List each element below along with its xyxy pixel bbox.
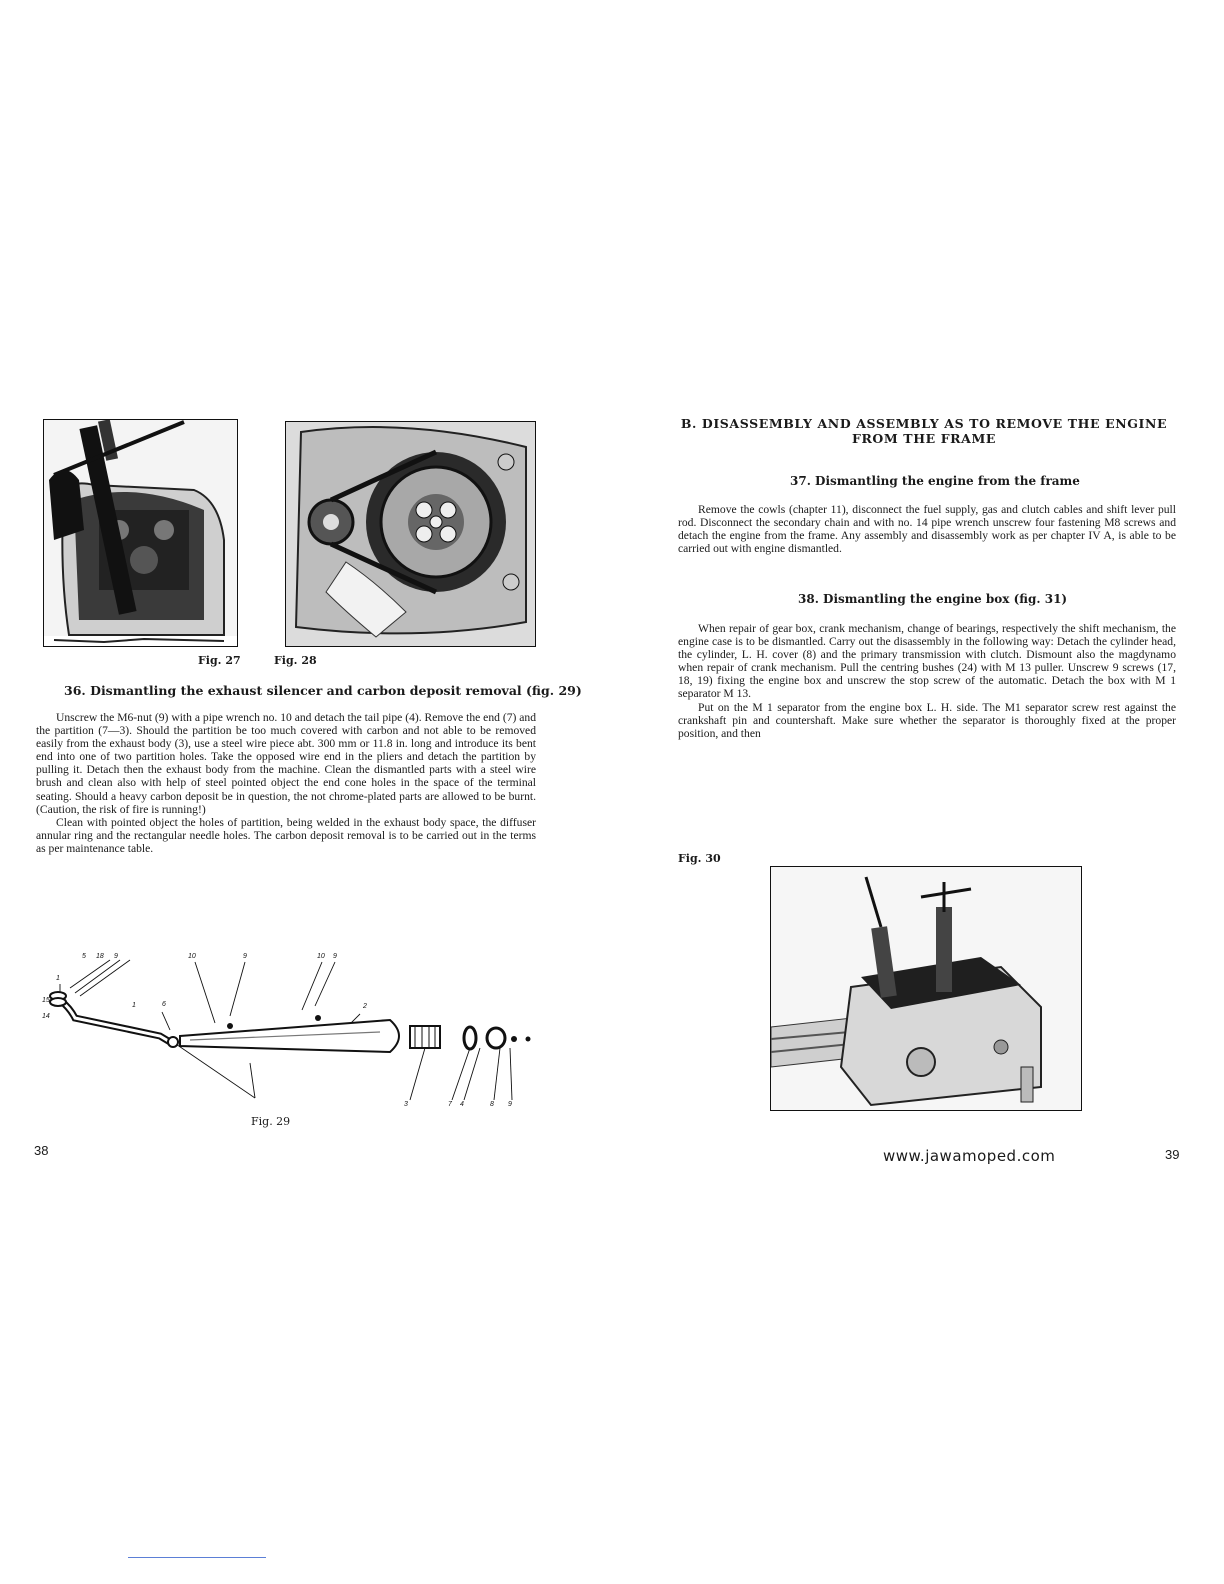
- svg-text:9: 9: [508, 1101, 512, 1108]
- svg-text:9: 9: [243, 953, 247, 960]
- section38-body: [678, 622, 1176, 740]
- section-b-title-line2: FROM THE FRAME: [851, 431, 997, 446]
- section36-paragraph: Unscrew the M6-nut (9) with a pipe wrench no. 10 and detach the tail pipe (4). Remove the end (7) and the partition (7—3). Should the partition be too much covered with carbon and not able to be removed easily from the exhaust body (3), use a steel wire piece abt. 300 mm or 11.8 in. long and introduce its bent end into one of two partition holes. Take the opposed wire end in the pliers and detach the partition by pulling it. Detach then the exhaust body from the machine. Clean the dismantled parts with a steel wire brush and clean also with help of steel pointed object the end cone holes in the space of the terminal seating. Should a heavy carbon deposit be in question, the not chrome-plated parts are allowed to be burnt. (Caution, the risk of fire is running!): [36, 711, 536, 816]
- section37-heading: 37. Dismantling the engine from the frame: [790, 474, 1080, 488]
- page-number-right: 39: [1165, 1147, 1180, 1162]
- section36-heading: 36. Dismantling the exhaust silencer and carbon deposit removal (fig. 29): [64, 683, 582, 698]
- section38-heading: 38. Dismantling the engine box (fig. 31): [798, 592, 1068, 606]
- fig30-photo: [770, 866, 1082, 1111]
- section38-paragraph: Put on the M 1 separator from the engine box L. H. side. The M1 separator screw rest against the crankshaft pin and countershaft. Make sure whether the separator is thoroughly fixed at the proper position, and then: [678, 700, 1176, 740]
- svg-text:15: 15: [42, 997, 50, 1004]
- engine-box-separator-illustration: [771, 867, 1081, 1110]
- puller-tool-illustration: [44, 420, 237, 646]
- svg-text:1: 1: [56, 975, 60, 982]
- svg-text:9: 9: [333, 953, 337, 960]
- clutch-chain-illustration: [286, 422, 535, 646]
- svg-text:8: 8: [490, 1101, 494, 1108]
- svg-text:3: 3: [404, 1101, 408, 1108]
- right-page: [612, 0, 1224, 1584]
- website-url: www.jawamoped.com: [883, 1147, 1056, 1165]
- svg-text:10: 10: [317, 953, 325, 960]
- svg-text:14: 14: [42, 1013, 50, 1020]
- svg-text:5: 5: [82, 953, 86, 960]
- fig28-photo: [285, 421, 536, 647]
- page-number-left: 38: [34, 1143, 49, 1158]
- link-underline: [128, 1557, 266, 1558]
- svg-text:9: 9: [114, 953, 118, 960]
- svg-text:6: 6: [162, 1001, 166, 1008]
- fig27-label: Fig. 27: [198, 654, 241, 667]
- section38-paragraph: When repair of gear box, crank mechanism, change of bearings, respectively the shift mechanism, the engine case is to be dismantled. Carry out the disassembly in the following way: Detach the cylinder head, the cylinder, L. H. cover (8) and the primary transmission with clutch. Dismount also the magdynamo when repair of crank mechanism. Pull the centring bushes (24) with M 13 puller. Unscrew 9 screws (17, 18, 19) fixing the engine box and unscrew the stop screw of the automatic. Detach the box with M 1 separator M 13.: [678, 622, 1176, 701]
- svg-text:4: 4: [460, 1101, 464, 1108]
- section36-body: [36, 711, 536, 855]
- section37-body: [678, 503, 1176, 555]
- fig28-label: Fig. 28: [274, 654, 317, 667]
- section37-paragraph: Remove the cowls (chapter 11), disconnect the fuel supply, gas and clutch cables and shift lever pull rod. Disconnect the secondary chain and with no. 14 pipe wrench unscrew four fastening M8 screws and detach the engine from the frame. Any assembly and disassembly work as per chapter IV A, is able to be carried out with engine dismantled.: [678, 503, 1176, 556]
- svg-text:1: 1: [132, 1002, 136, 1009]
- svg-text:2: 2: [363, 1003, 367, 1010]
- fig29-label: Fig. 29: [251, 1115, 291, 1128]
- fig27-photo: [43, 419, 238, 647]
- svg-text:10: 10: [188, 953, 196, 960]
- svg-text:7: 7: [448, 1101, 452, 1108]
- section36-paragraph: Clean with pointed object the holes of partition, being welded in the exhaust body space, the diffuser annular ring and the rectangular needle holes. The carbon deposit removal is to be carried out in the terms as per maintenance table.: [36, 815, 536, 855]
- section-b-title-line1: B. DISASSEMBLY AND ASSEMBLY AS TO REMOVE THE ENGINE: [680, 416, 1168, 431]
- fig30-label: Fig. 30: [678, 852, 721, 865]
- svg-text:18: 18: [96, 953, 104, 960]
- section-b-title: [674, 416, 1174, 446]
- fig29-exhaust-diagram: [30, 948, 550, 1113]
